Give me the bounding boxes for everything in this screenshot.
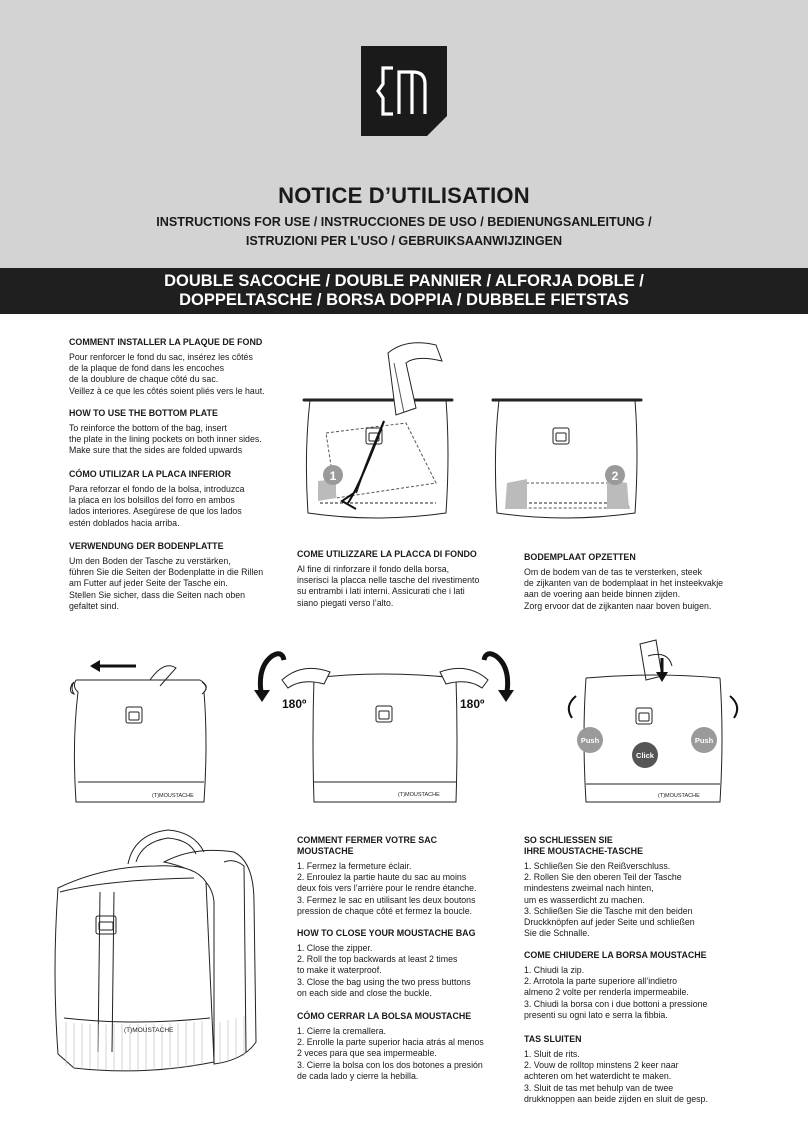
bottom-plate-es-heading: CÓMO UTILIZAR LA PLACA INFERIOR: [69, 469, 232, 479]
bag-plate-installed-illustration: [489, 333, 659, 533]
closing-es: [297, 1011, 515, 1082]
bag-zip-close-illustration: [64, 652, 224, 812]
bottom-plate-en: [69, 408, 299, 457]
closing-es-heading: CÓMO CERRAR LA BOLSA MOUSTACHE: [297, 1011, 472, 1021]
closing-it-step-2: 2. Arrotola la parte superiore all’indietro almeno 2 volte per renderla impermeabile.: [524, 976, 689, 998]
closing-nl-step-2: 2. Vouw de rolltop minstens 2 keer naar achteren om het waterdicht te maken.: [524, 1060, 679, 1082]
closing-it-step-1: 1. Chiudi la zip.: [524, 965, 585, 975]
header-banner: [0, 0, 808, 268]
rotate-label-right: 180º: [460, 697, 485, 711]
closing-fr: [297, 835, 515, 917]
closing-fr-heading: COMMENT FERMER VOTRE SAC MOUSTACHE: [297, 835, 438, 856]
bottom-plate-it-heading: COME UTILIZZARE LA PLACCA DI FONDO: [297, 549, 477, 559]
bottom-plate-fr-heading: COMMENT INSTALLER LA PLAQUE DE FOND: [69, 337, 263, 347]
double-pannier-illustration: [44, 822, 276, 1080]
bottom-plate-es-body: Para reforzar el fondo de la bolsa, introduzca la placa en los bolsillos del forro en ambos lados interiores. Asegúrese de que los lados estén doblados hacia arriba.: [69, 484, 245, 528]
rotate-label-left: 180º: [282, 697, 307, 711]
closing-en-step-3: 3. Close the bag using the two press buttons on each side and close the buckle.: [297, 976, 471, 998]
closing-de: [524, 835, 774, 939]
bag-insert-plate-illustration: [296, 333, 466, 533]
closing-es-steps: [297, 1026, 515, 1082]
bottom-plate-fr: [69, 337, 299, 397]
closing-it-heading: COME CHIUDERE LA BORSA MOUSTACHE: [524, 950, 707, 960]
bottom-plate-fr-body: Pour renforcer le fond du sac, insérez les côtés de la plaque de fond dans les encoches de la doublure de chaque côté du sac. Veillez à ce que les côtés soient pliés vers le haut.: [69, 352, 265, 396]
bag-roll-top-illustration: [242, 650, 527, 810]
product-name-line-2: DOPPELTASCHE / BORSA DOPPIA / DUBBELE FIETSTAS: [179, 291, 629, 309]
closing-en: [297, 928, 515, 999]
bag-press-buttons-illustration: [558, 636, 743, 812]
bottom-plate-en-heading: HOW TO USE THE BOTTOM PLATE: [69, 408, 218, 418]
closing-de-steps: [524, 861, 774, 939]
step-1-number: 1: [329, 469, 337, 483]
closing-de-step-3: 3. Schließen Sie die Tasche mit den beiden Druckknöpfen auf jeder Seite und schließen Sie die Schnalle.: [524, 905, 695, 939]
closing-fr-step-1: 1. Fermez la fermeture éclair.: [297, 861, 412, 871]
closing-en-step-1: 1. Close the zipper.: [297, 943, 373, 953]
closing-nl-steps: [524, 1049, 784, 1105]
bottom-plate-de-heading: VERWENDUNG DER BODENPLATTE: [69, 541, 224, 551]
bottom-plate-nl-body: Om de bodem van de tas te versterken, steek de zijkanten van de bodemplaat in het insteekvakje aan de voering aan beide binnen zijden. Zorg ervoor dat de zijkanten naar boven buigen.: [524, 567, 724, 611]
closing-nl-step-3: 3. Sluit de tas met behulp van de twee drukknoppen aan beide zijden en sluit de gesp.: [524, 1082, 708, 1104]
brand-label-4: (T)MOUSTACHE: [124, 1027, 174, 1034]
bottom-plate-nl: [524, 552, 774, 612]
brand-label-3: (T)MOUSTACHE: [658, 793, 700, 799]
bottom-plate-it: [297, 549, 512, 609]
closing-fr-step-3: 3. Fermez le sac en utilisant les deux boutons pression de chaque côté et fermez la boucle.: [297, 894, 476, 916]
closing-it-steps: [524, 965, 774, 1021]
brand-label-1: (T)MOUSTACHE: [152, 793, 194, 799]
step-2-number: 2: [611, 469, 619, 483]
closing-it-step-3: 3. Chiudi la borsa con i due bottoni a pressione presenti su ogni lato e serra la fibbia.: [524, 998, 708, 1020]
closing-fr-step-2: 2. Enroulez la partie haute du sac au moins deux fois vers l’arrière pour le rendre étanche.: [297, 872, 477, 894]
subtitle-line-1: INSTRUCTIONS FOR USE / INSTRUCCIONES DE USO / BEDIENUNGSANLEITUNG /: [156, 215, 652, 229]
product-name-line-1: DOUBLE SACOCHE / DOUBLE PANNIER / ALFORJA DOBLE /: [164, 272, 644, 290]
product-band: [0, 268, 808, 314]
brand-label-2: (T)MOUSTACHE: [398, 792, 440, 798]
moustache-logo-icon: [361, 46, 447, 136]
click-label: Click: [636, 751, 654, 760]
bottom-plate-de: [69, 541, 299, 612]
bottom-plate-it-body: Al fine di rinforzare il fondo della borsa, inserisci la placca nelle tasche del rivestimento su entrambi i lati interni. Assicurati che i lati siano piegati verso l’alto.: [297, 564, 480, 608]
bottom-plate-es: [69, 469, 299, 529]
push-label-left: Push: [580, 736, 600, 745]
closing-de-step-1: 1. Schließen Sie den Reißverschluss.: [524, 861, 671, 871]
push-label-right: Push: [694, 736, 714, 745]
closing-nl-step-1: 1. Sluit de rits.: [524, 1049, 580, 1059]
closing-es-step-3: 3. Cierre la bolsa con los dos botones a presión de cada lado y cierre la hebilla.: [297, 1059, 483, 1081]
closing-nl: [524, 1034, 784, 1105]
closing-de-step-2: 2. Rollen Sie den oberen Teil der Tasche mindestens zweimal nach hinten, um es wasserdicht zu machen.: [524, 872, 682, 905]
bottom-plate-de-body: Um den Boden der Tasche zu verstärken, führen Sie die Seiten der Bodenplatte in die Rillen am Futter auf jeder Seite der Tasche ein. Stellen Sie sicher, dass die Seiten nach oben gefaltet sind.: [69, 556, 264, 611]
bottom-plate-en-body: To reinforce the bottom of the bag, insert the plate in the lining pockets on both inner sides. Make sure that the sides are folded upwards: [69, 423, 262, 456]
closing-nl-heading: TAS SLUITEN: [524, 1034, 582, 1044]
closing-en-steps: [297, 943, 515, 999]
bottom-plate-nl-heading: BODEMPLAAT OPZETTEN: [524, 552, 636, 562]
closing-es-step-2: 2. Enrolle la parte superior hacia atrás al menos 2 veces para que sea impermeable.: [297, 1037, 484, 1059]
closing-es-step-1: 1. Cierre la cremallera.: [297, 1026, 386, 1036]
closing-en-heading: HOW TO CLOSE YOUR MOUSTACHE BAG: [297, 928, 476, 938]
closing-en-step-2: 2. Roll the top backwards at least 2 times to make it waterproof.: [297, 954, 458, 976]
closing-de-heading: SO SCHLIESSEN SIE IHRE MOUSTACHE-TASCHE: [524, 835, 643, 856]
closing-it: [524, 950, 774, 1021]
closing-fr-steps: [297, 861, 515, 917]
subtitle-line-2: ISTRUZIONI PER L’USO / GEBRUIKSAANWIJZINGEN: [245, 234, 563, 248]
page-title: NOTICE D’UTILISATION: [278, 183, 530, 208]
